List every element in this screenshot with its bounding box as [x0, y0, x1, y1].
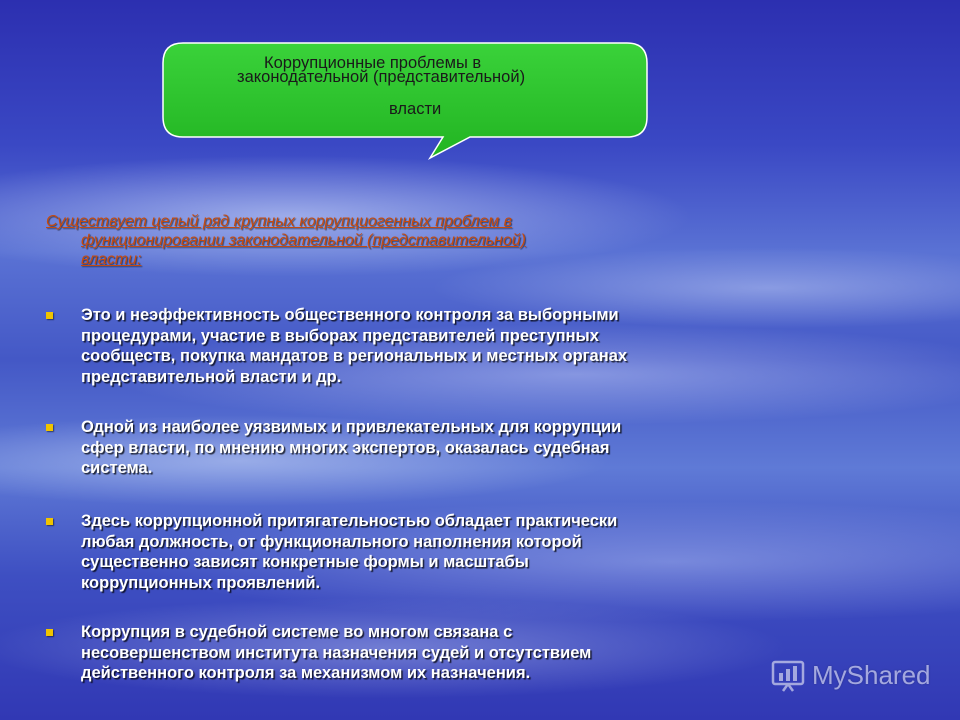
callout-shape — [0, 0, 960, 200]
square-bullet-icon — [46, 629, 53, 636]
bullet-text — [81, 622, 771, 684]
watermark — [770, 655, 950, 695]
square-bullet-icon — [46, 424, 53, 431]
intro-line-1: Существует целый ряд крупных коррупциогенных проблем в — [46, 213, 512, 230]
bullet-text — [81, 511, 771, 593]
callout-line-2: законодательной (представительной) — [237, 68, 526, 86]
bullet-line: представительной власти и др. — [81, 367, 342, 386]
bullet-line: система. — [81, 459, 153, 477]
bullet-line: Коррупция в судебной системе во многом связана с — [81, 623, 513, 641]
callout-line-3: власти — [389, 100, 442, 118]
presentation-chart-icon — [770, 657, 806, 693]
bullet-text — [81, 305, 771, 387]
bullet-line: Это и неэффективность общественного контроля за выборными — [81, 306, 619, 324]
bullet-line: Одной из наиболее уязвимых и привлекательных для коррупции — [81, 418, 622, 436]
intro-heading — [46, 212, 726, 269]
bullet-line: сообществ, покупка мандатов в региональных и местных органах — [81, 347, 628, 365]
square-bullet-icon — [46, 518, 53, 525]
bullet-line: несовершенством института назначения судей и отсутствием — [81, 643, 592, 662]
bullet-line: существенно зависят конкретные формы и масштабы — [81, 553, 529, 571]
bullet-line: процедурами, участие в выборах представителей преступных — [81, 326, 599, 345]
bullet-line: сфер власти, по мнению многих экспертов, оказалась судебная — [81, 438, 610, 457]
bullet-line: Здесь коррупционной притягательностью обладает практически — [81, 512, 618, 530]
bullet-text — [81, 417, 771, 479]
intro-line-2: функционировании законодательной (представительной) — [81, 232, 526, 249]
watermark-text: MyShared — [812, 659, 931, 690]
callout-line-1: Коррупционные проблемы в — [264, 54, 482, 72]
title-callout — [0, 0, 960, 200]
bullet-line: действенного контроля за механизмом их назначения. — [81, 664, 531, 682]
bullet-line: коррупционных проявлений. — [81, 573, 321, 592]
intro-line-3: власти: — [81, 251, 142, 268]
square-bullet-icon — [46, 312, 53, 319]
bullet-line: любая должность, от функционального наполнения которой — [81, 532, 582, 551]
